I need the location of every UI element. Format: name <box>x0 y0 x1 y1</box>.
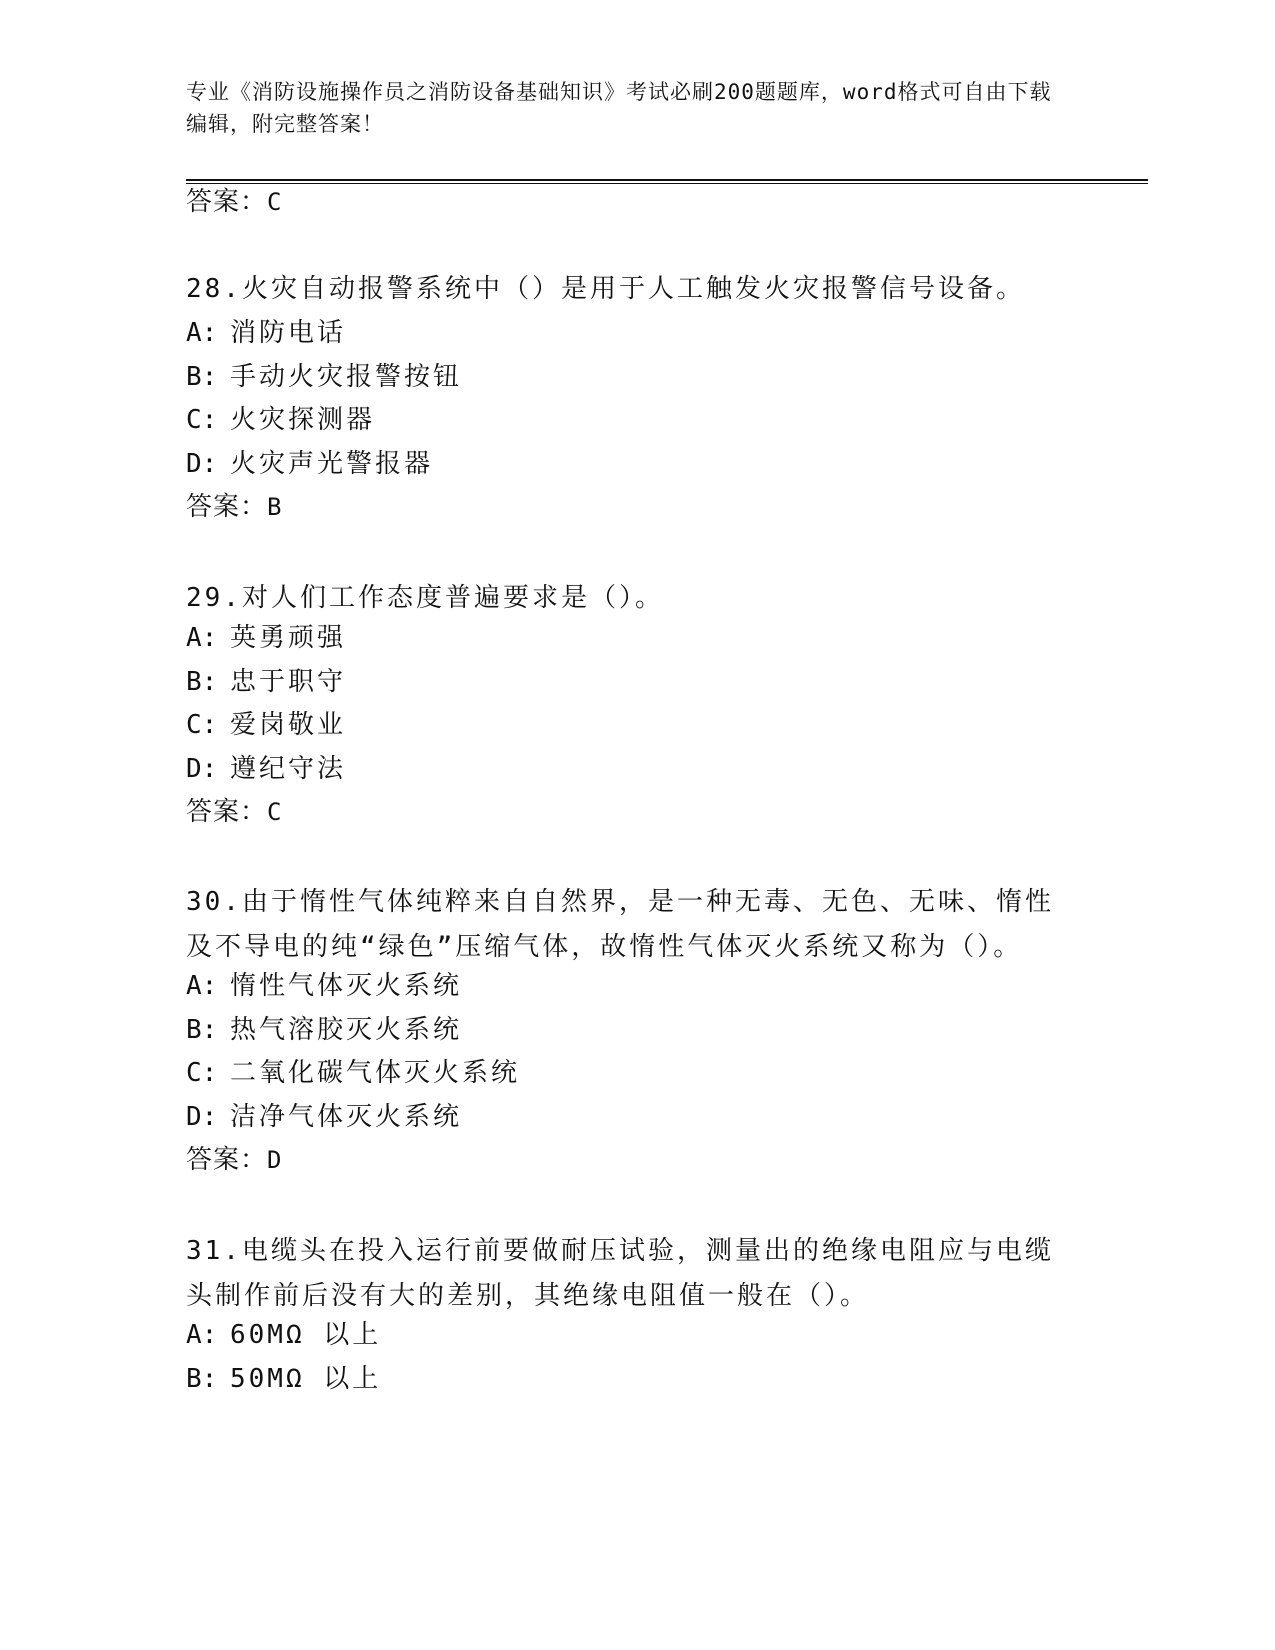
option-a <box>186 1317 381 1353</box>
option-text: 消防电话 <box>230 318 347 348</box>
option-d <box>186 446 433 482</box>
option-letter: D: <box>186 449 218 479</box>
option-text: 二氧化碳气体灭火系统 <box>230 1058 521 1088</box>
question-text: 29.对人们工作态度普遍要求是（）。 <box>186 583 664 613</box>
option-b <box>186 359 462 395</box>
option-a <box>186 315 346 351</box>
option-text: 火灾声光警报器 <box>230 449 434 479</box>
answer-line <box>186 489 282 525</box>
answer-line <box>186 794 282 830</box>
option-b <box>186 664 346 700</box>
option-letter: A: <box>186 623 218 653</box>
header-divider <box>186 179 1148 184</box>
answer-value: B <box>267 493 283 521</box>
option-text: 热气溶胶灭火系统 <box>230 1015 463 1045</box>
option-text: 手动火灾报警按钮 <box>230 362 463 392</box>
question-text: 30.由于惰性气体纯粹来自自然界，是一种无毒、无色、无味、惰性及不导电的纯“绿色”压缩气体，故惰性气体灭火系统又称为（）。 <box>186 887 1054 962</box>
option-text: 50MΩ 以上 <box>230 1364 382 1394</box>
answer-label: 答案： <box>186 187 268 217</box>
answer-value: C <box>267 188 283 216</box>
option-text: 火灾探测器 <box>230 405 376 435</box>
option-letter: A: <box>186 971 218 1001</box>
option-b <box>186 1012 462 1048</box>
option-d <box>186 751 346 787</box>
answer-value: D <box>267 1146 283 1174</box>
option-c <box>186 707 346 743</box>
option-text: 惰性气体灭火系统 <box>230 971 463 1001</box>
option-text: 遵纪守法 <box>230 754 347 784</box>
option-text: 洁净气体灭火系统 <box>230 1102 463 1132</box>
option-letter: A: <box>186 1320 218 1350</box>
option-letter: C: <box>186 710 218 740</box>
question-text: 28.火灾自动报警系统中（）是用于人工触发火灾报警信号设备。 <box>186 274 1025 304</box>
option-d <box>186 1099 462 1135</box>
option-c <box>186 1055 520 1091</box>
option-letter: B: <box>186 1364 218 1394</box>
option-text: 忠于职守 <box>230 667 347 697</box>
option-text: 60MΩ 以上 <box>230 1320 382 1350</box>
answer-label: 答案： <box>186 492 268 522</box>
option-letter: D: <box>186 754 218 784</box>
answer-label: 答案： <box>186 1145 268 1175</box>
option-text: 爱岗敬业 <box>230 710 347 740</box>
option-text: 英勇顽强 <box>230 623 347 653</box>
option-letter: D: <box>186 1102 218 1132</box>
question-text: 31.电缆头在投入运行前要做耐压试验，测量出的绝缘电阻应与电缆头制作前后没有大的差别，其绝缘电阻值一般在（）。 <box>186 1236 1054 1311</box>
option-c <box>186 402 375 438</box>
option-a <box>186 620 346 656</box>
option-letter: B: <box>186 362 218 392</box>
document-header: 专业《消防设施操作员之消防设备基础知识》考试必刷200题题库，word格式可自由下载编辑，附完整答案！ <box>186 80 1052 136</box>
answer-line <box>186 1142 282 1178</box>
option-letter: C: <box>186 405 218 435</box>
option-a <box>186 968 462 1004</box>
answer-label: 答案： <box>186 797 268 827</box>
option-letter: A: <box>186 318 218 348</box>
answer-line <box>186 184 282 220</box>
option-letter: C: <box>186 1058 218 1088</box>
option-letter: B: <box>186 667 218 697</box>
answer-value: C <box>267 798 283 826</box>
option-b <box>186 1361 381 1397</box>
option-letter: B: <box>186 1015 218 1045</box>
